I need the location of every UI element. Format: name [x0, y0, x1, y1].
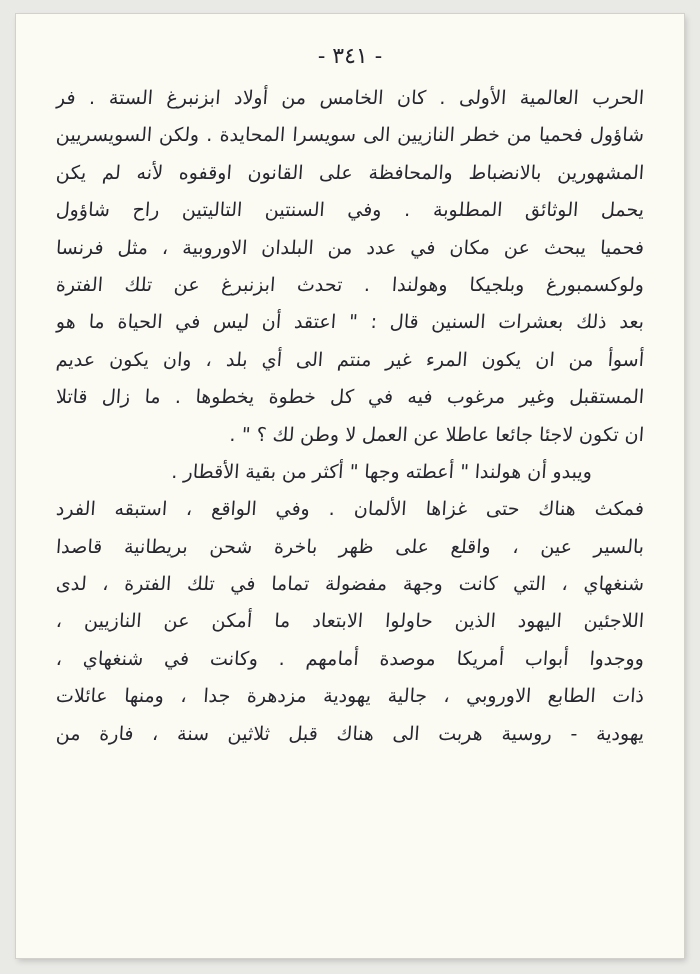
text-line: ذات الطابع الاوروبي ، جالية يهودية مزدهرة جدا ، ومنها عائلات [55, 685, 645, 708]
text-line: ووجدوا أبواب أمريكا موصدة أمامهم . وكانت في شنغهاي ، [55, 647, 645, 670]
text-line: فحميا يبحث عن مكان في عدد من البلدان الاوروبية ، مثل فرنسا [55, 236, 645, 259]
text-line: شاؤول فحميا من خطر النازيين الى سويسرا المحايدة . ولكن السويسريين [55, 124, 645, 147]
text-line: أسوأ من ان يكون المرء غير منتم الى أي بلد ، وان يكون عديم [55, 348, 645, 371]
text-line: بعد ذلك بعشرات السنين قال : " اعتقد أن ليس في الحياة ما هو [55, 311, 645, 334]
page-number: - ٣٤١ - [317, 44, 383, 69]
text-line: يحمل الوثائق المطلوبة . وفي السنتين التاليتين راح شاؤول [55, 199, 645, 222]
text-line: ويبدو أن هولندا " أعطته وجها " أكثر من بقية الأقطار . [170, 460, 593, 483]
text-line: المستقبل وغير مرغوب فيه في كل خطوة يخطوها . ما زال قاتلا [55, 386, 645, 409]
text-line: المشهورين بالانضباط والمحافظة على القانون اوقفوه لأنه لم يكن [55, 161, 645, 184]
text-line: شنغهاي ، التي كانت وجهة مفضولة تماما في تلك الفترة ، لدى [55, 573, 645, 596]
handwritten-text-body [56, 80, 644, 753]
text-line: ولوكسمبورغ وبلجيكا وهولندا . تحدث ابزنبرغ عن تلك الفترة [55, 273, 645, 296]
text-line: اللاجئين اليهود الذين حاولوا الابتعاد ما أمكن عن النازيين ، [55, 610, 645, 633]
text-line: يهودية - روسية هربت الى هناك قبل ثلاثين سنة ، فارة من [55, 722, 645, 745]
manuscript-page [16, 14, 684, 958]
text-line: ان تكون لاجئا جائعا عاطلا عن العمل لا وطن لك ؟ " . [228, 423, 645, 446]
text-line: الحرب العالمية الأولى . كان الخامس من أولاد ابزنبرغ الستة . فر [55, 87, 645, 109]
text-line: فمكث هناك حتى غزاها الألمان . وفي الواقع ، استبقه الفرد [55, 498, 645, 521]
text-line: بالسير عين ، واقلع على ظهر باخرة شحن بريطانية قاصدا [55, 535, 645, 558]
